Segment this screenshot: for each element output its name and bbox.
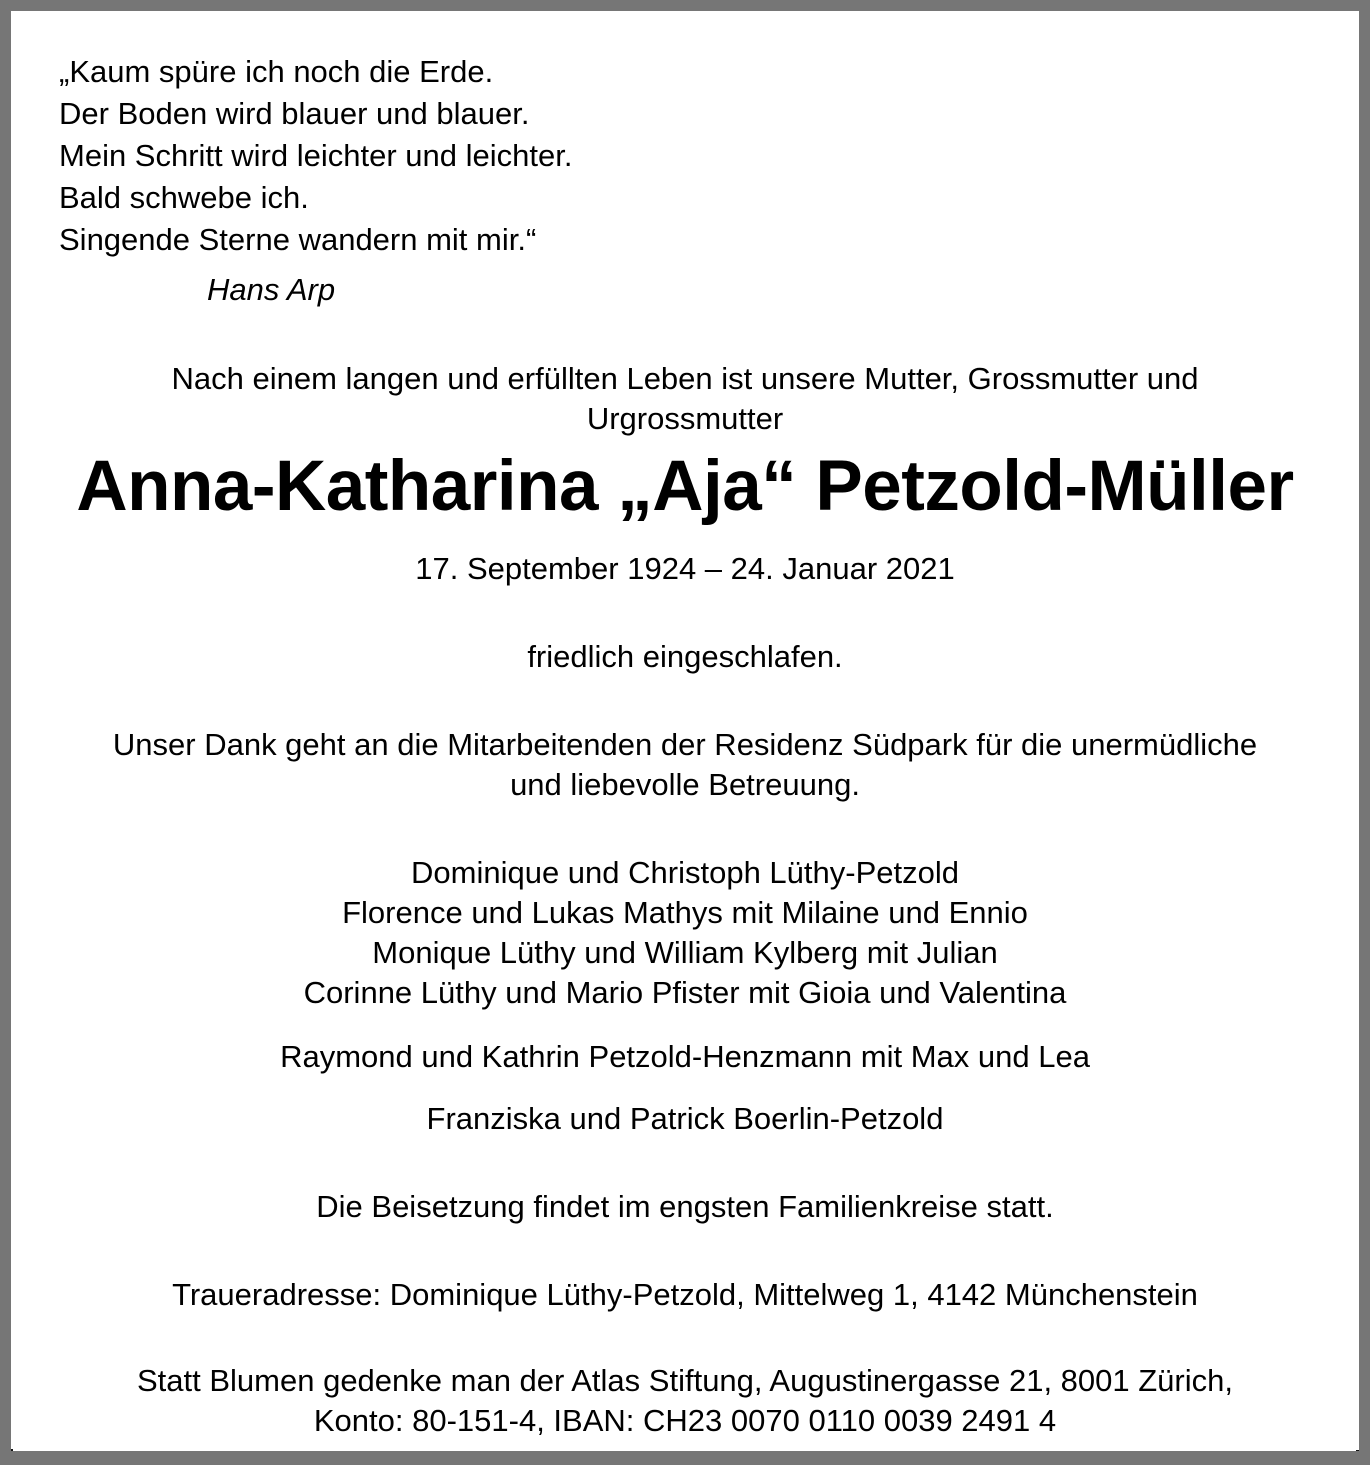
poem-line-2: Der Boden wird blauer und blauer. — [59, 96, 530, 131]
family-member-line: Dominique und Christoph Lüthy-Petzold — [411, 855, 959, 890]
intro-text — [59, 359, 1311, 439]
funeral-info: Die Beisetzung findet im engsten Familienkreise statt. — [316, 1189, 1054, 1224]
family-member-line: Corinne Lüthy und Mario Pfister mit Gioia und Valentina — [303, 975, 1067, 1010]
intro-line-1: Nach einem langen und erfüllten Leben ist unsere Mutter, Grossmutter und — [171, 361, 1199, 396]
scan-artifact-bottom-right — [1356, 1450, 1370, 1454]
scan-artifact-bottom-left — [0, 1449, 13, 1453]
donation-line-2: Konto: 80-151-4, IBAN: CH23 0070 0110 0039 2491 4 — [313, 1403, 1057, 1438]
poem-attribution: Hans Arp — [207, 272, 336, 307]
family-member-line: Monique Lüthy und William Kylberg mit Julian — [372, 935, 998, 970]
thanks-text — [59, 725, 1311, 805]
poem-line-1: „Kaum spüre ich noch die Erde. — [59, 54, 494, 89]
thanks-line-1: Unser Dank geht an die Mitarbeitenden der Residenz Südpark für die unermüdliche — [112, 727, 1258, 762]
poem-line-5: Singende Sterne wandern mit mir.“ — [59, 222, 537, 257]
donation-line-1: Statt Blumen gedenke man der Atlas Stiftung, Augustinergasse 21, 8001 Zürich, — [136, 1363, 1233, 1398]
family-group-1 — [59, 853, 1311, 1013]
family-group-3 — [59, 1099, 1311, 1139]
life-dates: 17. September 1924 – 24. Januar 2021 — [415, 551, 955, 586]
family-member-line: Franziska und Patrick Boerlin-Petzold — [426, 1101, 944, 1136]
family-member-line: Raymond und Kathrin Petzold-Henzmann mit Max und Lea — [280, 1039, 1090, 1074]
intro-line-2: Urgrossmutter — [586, 401, 784, 436]
poem-quote — [59, 51, 1311, 311]
thanks-line-2: und liebevolle Betreuung. — [510, 767, 860, 802]
deceased-name: Anna-Katharina „Aja“ Petzold-Müller — [76, 447, 1294, 526]
poem-line-4: Bald schwebe ich. — [59, 180, 309, 215]
donation-info — [59, 1361, 1311, 1441]
family-group-2 — [59, 1037, 1311, 1077]
notice-content — [11, 11, 1359, 1451]
mourning-address: Traueradresse: Dominique Lüthy-Petzold, Mittelweg 1, 4142 Münchenstein — [172, 1277, 1198, 1312]
poem-line-3: Mein Schritt wird leichter und leichter. — [59, 138, 573, 173]
family-member-line: Florence und Lukas Mathys mit Milaine und Ennio — [342, 895, 1028, 930]
passing-text: friedlich eingeschlafen. — [527, 639, 843, 674]
